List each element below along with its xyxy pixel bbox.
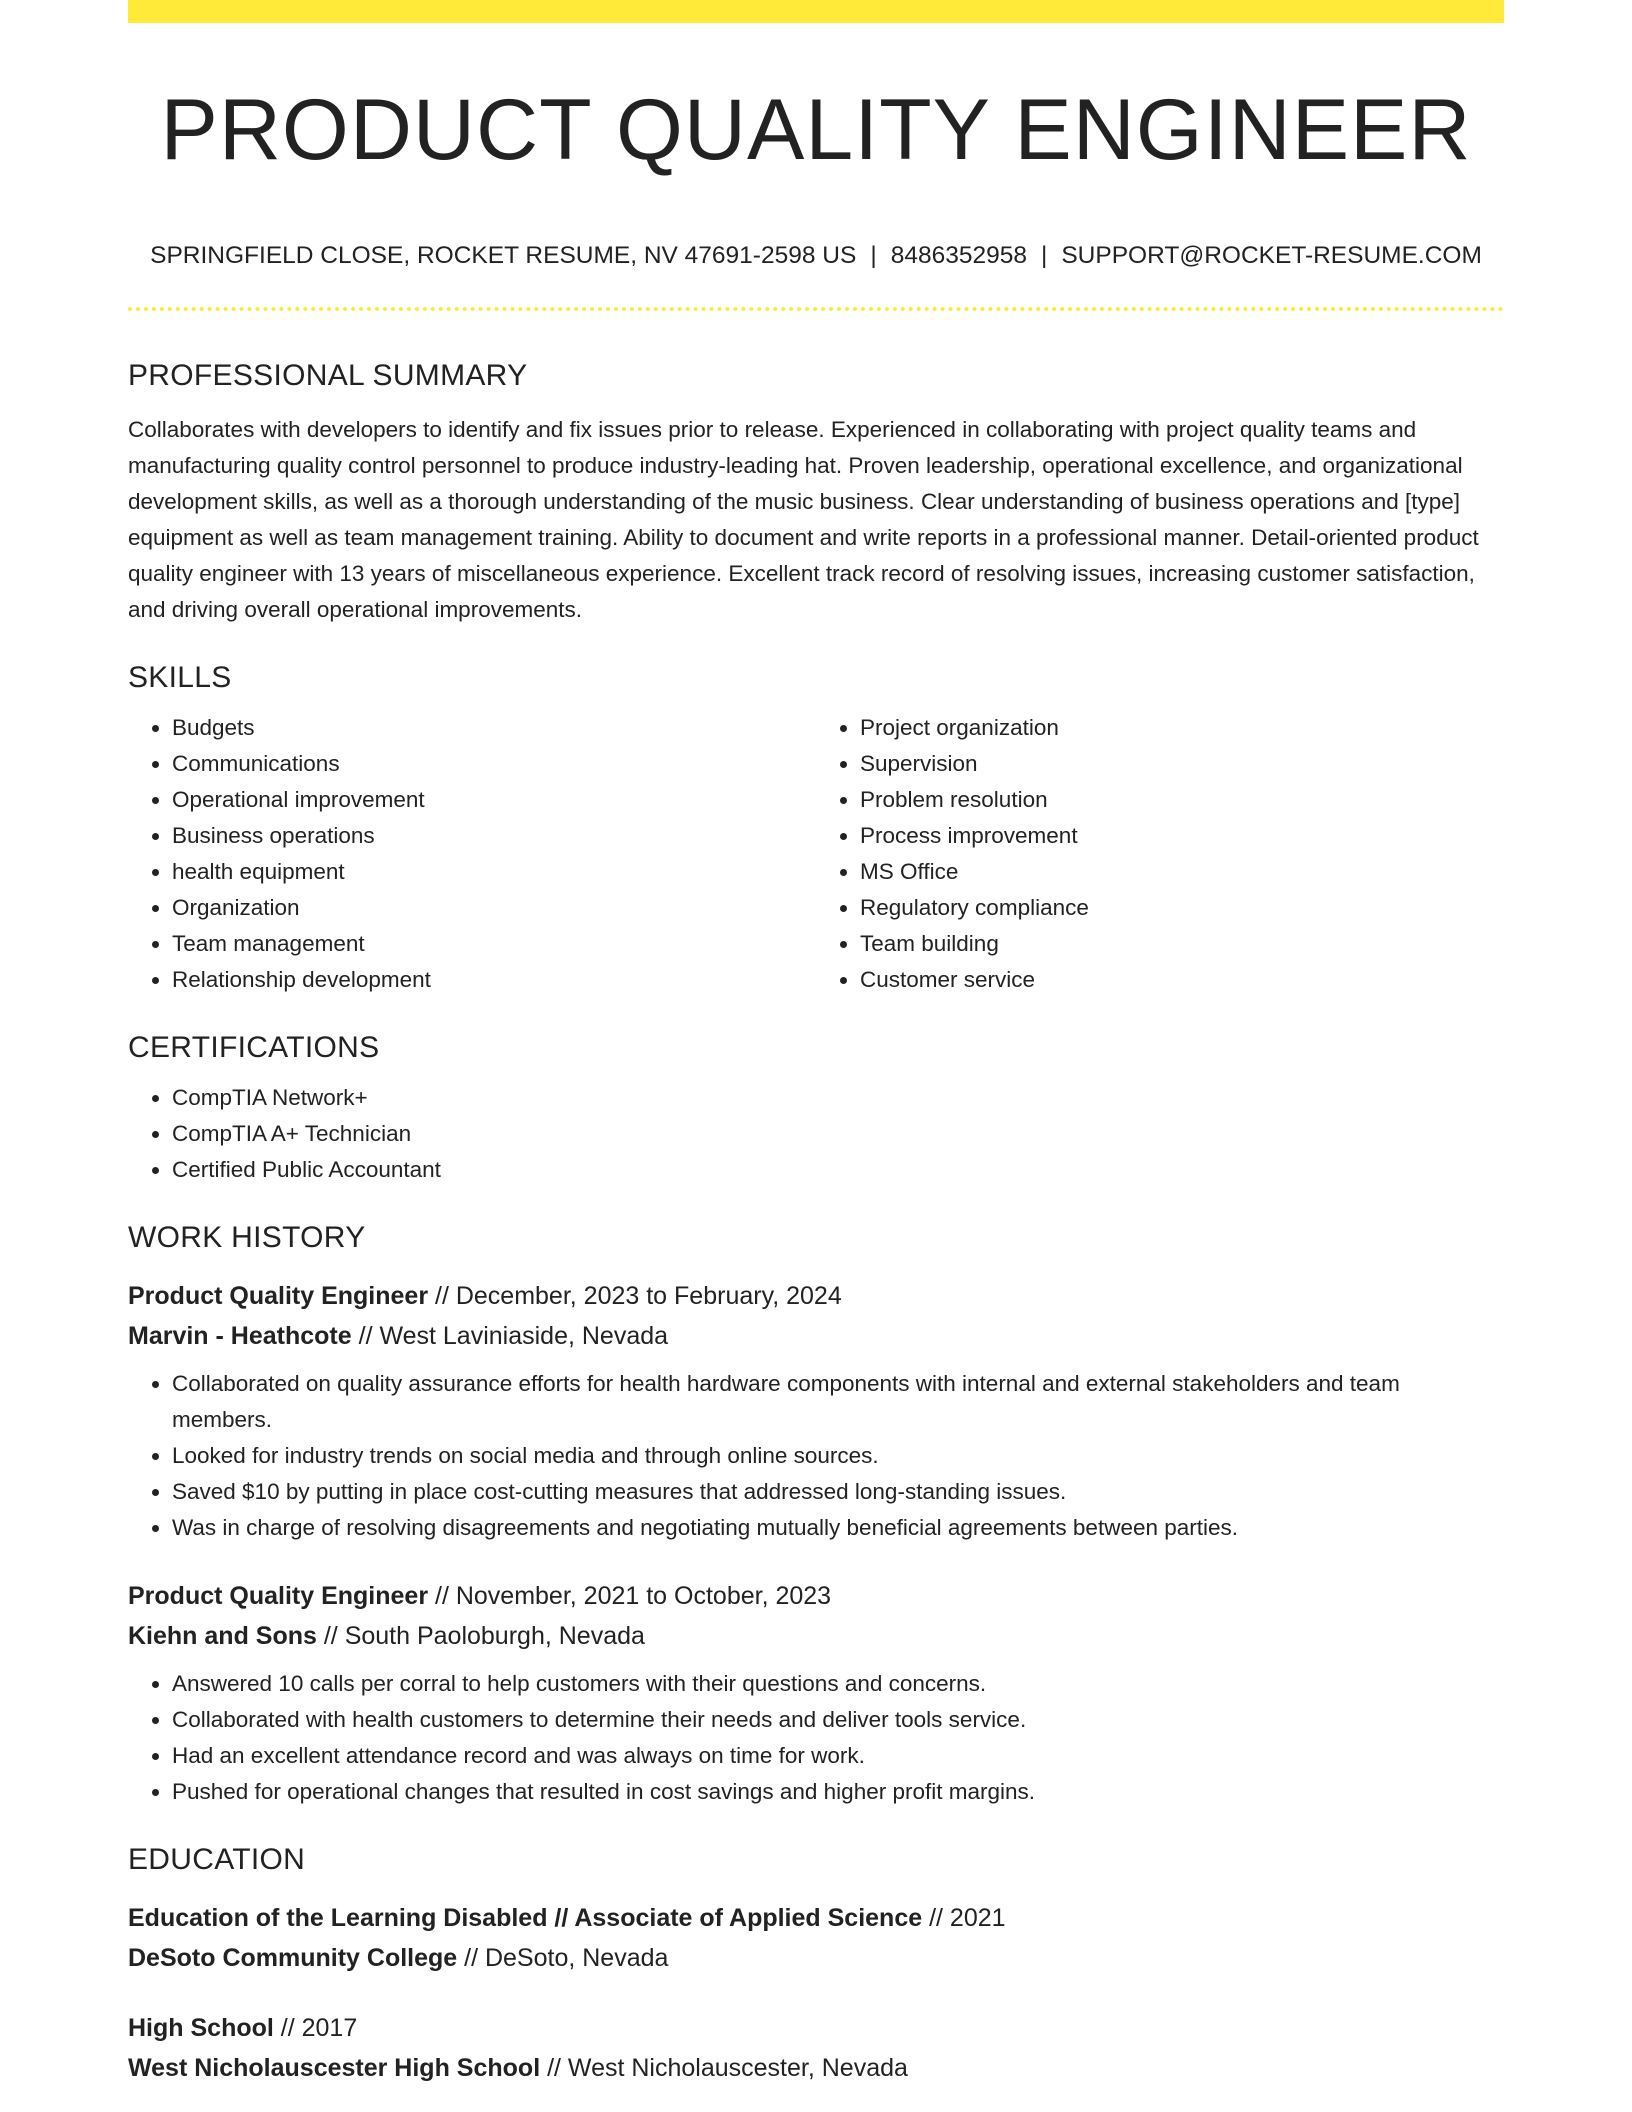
contact-phone: 8486352958 bbox=[890, 242, 1027, 269]
education-section bbox=[128, 1838, 1504, 2088]
job-title-line bbox=[128, 1576, 1504, 1616]
education-school-line bbox=[128, 1938, 1504, 1978]
skill-item: • MS Office bbox=[860, 854, 1504, 890]
skills-section bbox=[128, 656, 1504, 998]
contact-separator: | bbox=[1040, 242, 1048, 269]
education-school: West Nicholauscester High School bbox=[128, 2054, 541, 2082]
summary-text: Collaborates with developers to identify and fix issues prior to release. Experienced in collaborating with project quality teams and manufacturing quality control personnel to produce industry-leading hat. Proven leadership, operational excellence, and organizational development skills, as well as a thorough understanding of the music business. Clear understanding of business operations and [type] equipment as well as team management training. Ability to document and write reports in a professional manner. Detail-oriented product quality engineer with 13 years of miscellaneous experience. Excellent track record of resolving issues, increasing customer satisfaction, and driving overall operational improvements. bbox=[128, 417, 1479, 622]
page-title: PRODUCT QUALITY ENGINEER bbox=[160, 82, 1472, 178]
job-bullet: • Pushed for operational changes that resulted in cost savings and higher profit margins. bbox=[172, 1774, 1504, 1810]
job-bullet: • Looked for industry trends on social media and through online sources. bbox=[172, 1438, 1504, 1474]
job-bullets bbox=[128, 1666, 1504, 1810]
skill-item: • Communications bbox=[172, 746, 816, 782]
job-title-line bbox=[128, 1276, 1504, 1316]
skill-item: • Team building bbox=[860, 926, 1504, 962]
job-role: Product Quality Engineer bbox=[128, 1282, 429, 1310]
skill-item: • Problem resolution bbox=[860, 782, 1504, 818]
skill-item: • Organization bbox=[172, 890, 816, 926]
education-year: // 2017 bbox=[273, 2014, 358, 2042]
certification-item: • Certified Public Accountant bbox=[172, 1152, 1504, 1188]
resume-content bbox=[128, 354, 1504, 2088]
skill-item: • Project organization bbox=[860, 710, 1504, 746]
job-bullet: • Was in charge of resolving disagreements and negotiating mutually beneficial agreements between parties. bbox=[172, 1510, 1504, 1546]
skill-item: • Regulatory compliance bbox=[860, 890, 1504, 926]
certifications-section bbox=[128, 1026, 1504, 1188]
job-company-line bbox=[128, 1316, 1504, 1356]
skill-item: • Budgets bbox=[172, 710, 816, 746]
education-entry bbox=[128, 1898, 1504, 1978]
job-dates: // December, 2023 to February, 2024 bbox=[428, 1282, 842, 1310]
education-location: // DeSoto, Nevada bbox=[457, 1944, 669, 1972]
job-company: Kiehn and Sons bbox=[128, 1622, 317, 1650]
section-heading-work-history: WORK HISTORY bbox=[128, 1221, 366, 1254]
job-bullet: • Answered 10 calls per corral to help customers with their questions and concerns. bbox=[172, 1666, 1504, 1702]
section-heading-skills: SKILLS bbox=[128, 661, 232, 694]
job-bullets bbox=[128, 1366, 1504, 1546]
dotted-divider bbox=[128, 307, 1504, 311]
contact-separator: | bbox=[870, 242, 877, 269]
skills-columns bbox=[128, 700, 1504, 998]
contact-address: SPRINGFIELD CLOSE, ROCKET RESUME, NV 47691-2598 US bbox=[150, 242, 857, 269]
work-history-section bbox=[128, 1216, 1504, 1810]
education-degree-line bbox=[128, 2008, 1504, 2048]
skills-list-left bbox=[128, 710, 816, 998]
job-location: // West Laviniaside, Nevada bbox=[351, 1322, 669, 1350]
education-school: DeSoto Community College bbox=[128, 1944, 458, 1972]
skill-item: • Customer service bbox=[860, 962, 1504, 998]
job-bullet: • Collaborated with health customers to determine their needs and deliver tools service. bbox=[172, 1702, 1504, 1738]
certification-item: • CompTIA A+ Technician bbox=[172, 1116, 1504, 1152]
skill-item: • Team management bbox=[172, 926, 816, 962]
job-entry bbox=[128, 1276, 1504, 1546]
contact-email[interactable]: SUPPORT@ROCKET-RESUME.COM bbox=[1061, 242, 1482, 269]
job-dates: // November, 2021 to October, 2023 bbox=[428, 1582, 832, 1610]
job-company: Marvin - Heathcote bbox=[128, 1322, 352, 1350]
education-degree: High School bbox=[128, 2014, 274, 2042]
job-company-line bbox=[128, 1616, 1504, 1656]
skill-item: • Relationship development bbox=[172, 962, 816, 998]
summary-section bbox=[128, 354, 1504, 628]
job-bullet: • Saved $10 by putting in place cost-cutting measures that addressed long-standing issues. bbox=[172, 1474, 1504, 1510]
skills-list-right bbox=[816, 710, 1504, 998]
job-location: // South Paoloburgh, Nevada bbox=[316, 1622, 645, 1650]
education-entry bbox=[128, 2008, 1504, 2088]
skill-item: • health equipment bbox=[172, 854, 816, 890]
education-year: // 2021 bbox=[922, 1904, 1006, 1932]
education-location: // West Nicholauscester, Nevada bbox=[540, 2054, 908, 2082]
education-school-line bbox=[128, 2048, 1504, 2088]
contact-line bbox=[128, 236, 1504, 276]
job-bullet: • Collaborated on quality assurance efforts for health hardware components with internal and external stakeholders and team members. bbox=[172, 1366, 1504, 1438]
skill-item: • Supervision bbox=[860, 746, 1504, 782]
skill-item: • Process improvement bbox=[860, 818, 1504, 854]
skill-item: • Operational improvement bbox=[172, 782, 816, 818]
skill-item: • Business operations bbox=[172, 818, 816, 854]
job-bullet: • Had an excellent attendance record and was always on time for work. bbox=[172, 1738, 1504, 1774]
top-accent-bar bbox=[128, 0, 1504, 23]
certifications-list bbox=[128, 1080, 1504, 1188]
section-heading-certifications: CERTIFICATIONS bbox=[128, 1031, 380, 1064]
job-entry bbox=[128, 1576, 1504, 1810]
certification-item: • CompTIA Network+ bbox=[172, 1080, 1504, 1116]
section-heading-summary: PROFESSIONAL SUMMARY bbox=[128, 359, 528, 392]
job-role: Product Quality Engineer bbox=[128, 1582, 429, 1610]
section-heading-education: EDUCATION bbox=[128, 1843, 306, 1876]
education-degree: Education of the Learning Disabled // Associate of Applied Science bbox=[128, 1904, 923, 1932]
education-degree-line bbox=[128, 1898, 1504, 1938]
